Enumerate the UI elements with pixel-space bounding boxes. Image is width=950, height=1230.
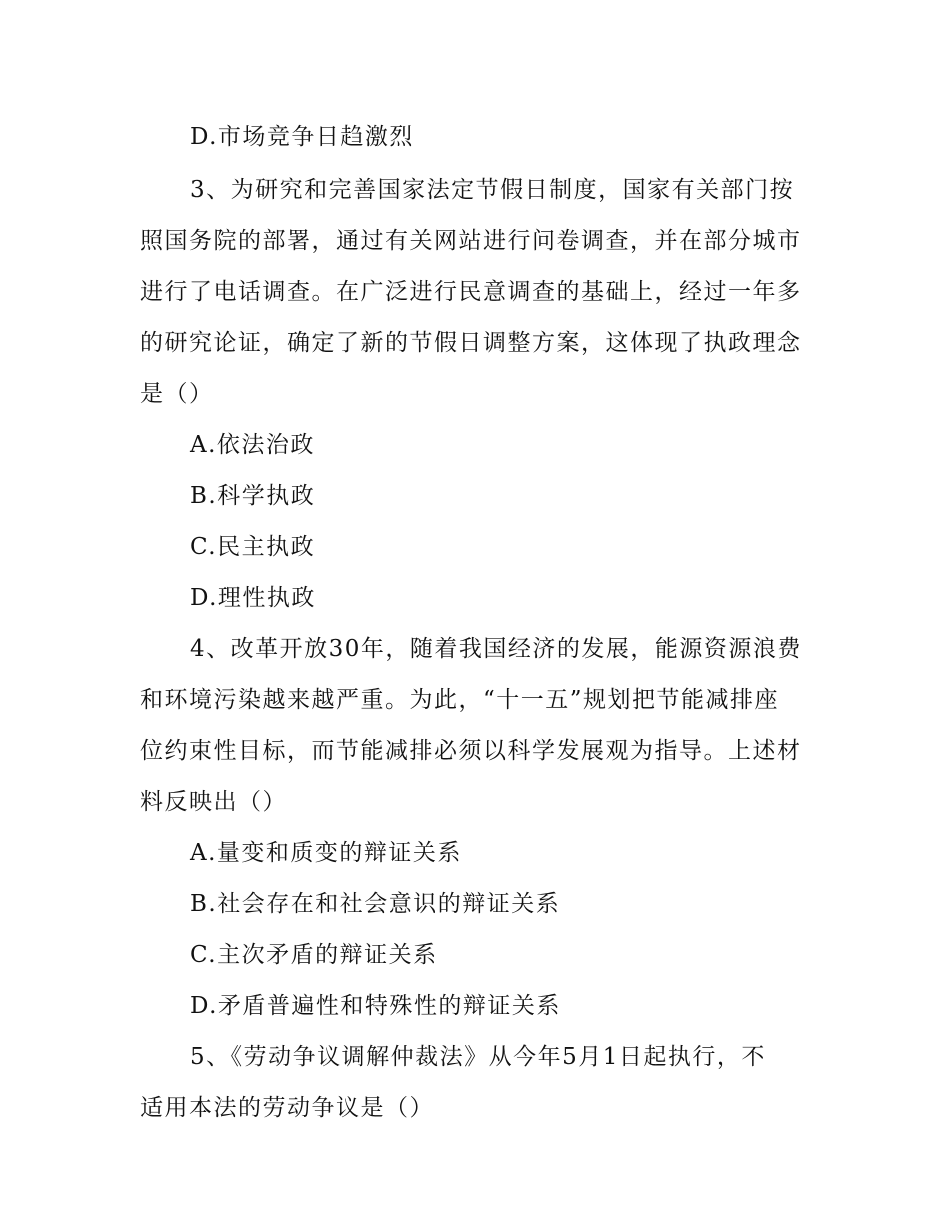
question-4-line-1: 4、改革开放30年，随着我国经济的发展，能源资源浪费: [190, 636, 802, 662]
option-3c: C.民主执政: [190, 534, 316, 560]
question-3-line-3: 进行了电话调查。在广泛进行民意调查的基础上，经过一年多: [140, 279, 802, 305]
question-3-line-1: 3、为研究和完善国家法定节假日制度，国家有关部门按: [190, 177, 795, 203]
option-2d: D.市场竞争日趋激烈: [190, 124, 414, 150]
option-4b: B.社会存在和社会意识的辩证关系: [190, 891, 561, 917]
question-3-line-5: 是（）: [140, 381, 214, 407]
question-4-line-2: 和环境污染越来越严重。为此，“十一五”规划把节能减排座: [140, 687, 780, 713]
question-5-line-1: 5、《劳动争议调解仲裁法》从今年5月1日起执行，不: [190, 1044, 766, 1070]
option-3a: A.依法治政: [190, 432, 315, 458]
question-4-line-3: 位约束性目标，而节能减排必须以科学发展观为指导。上述材: [140, 738, 802, 764]
question-4-line-4: 料反映出（）: [140, 789, 287, 815]
question-5-line-2: 适用本法的劳动争议是（）: [140, 1095, 434, 1121]
option-3d: D.理性执政: [190, 585, 316, 611]
option-4a: A.量变和质变的辩证关系: [190, 840, 462, 866]
option-4c: C.主次矛盾的辩证关系: [190, 942, 438, 968]
option-3b: B.科学执政: [190, 483, 316, 509]
question-3-line-4: 的研究论证，确定了新的节假日调整方案，这体现了执政理念: [140, 330, 802, 356]
question-3-line-2: 照国务院的部署，通过有关网站进行问卷调查，并在部分城市: [140, 228, 802, 254]
option-4d: D.矛盾普遍性和特殊性的辩证关系: [190, 993, 561, 1019]
